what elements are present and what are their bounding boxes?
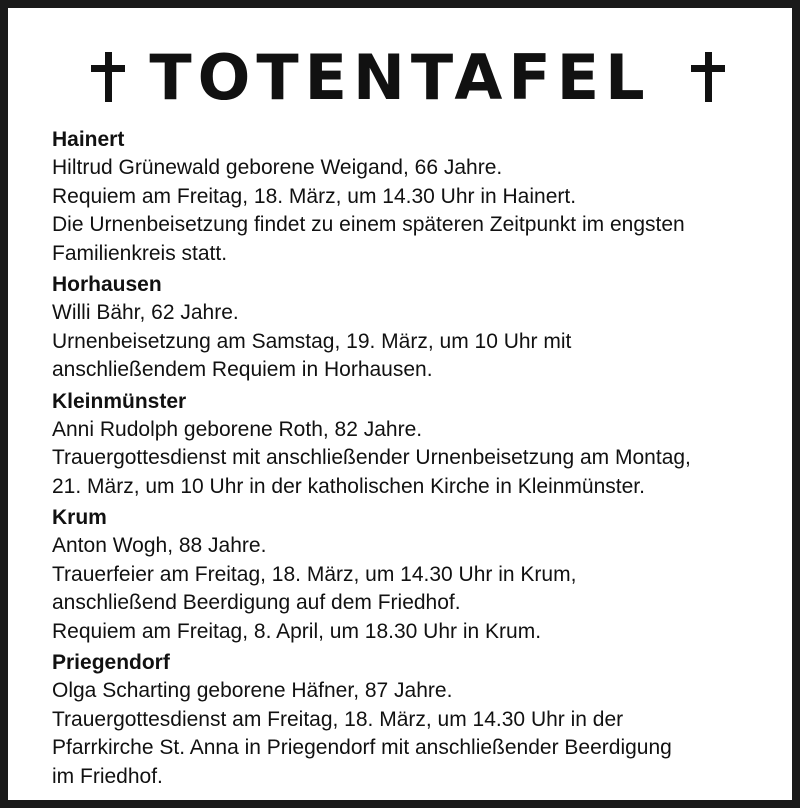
header bbox=[16, 42, 784, 118]
entry-line: Requiem am Freitag, 18. März, um 14.30 Uhr in Hainert. bbox=[52, 184, 577, 208]
place-heading: Priegendorf bbox=[52, 651, 170, 674]
obituary-entry bbox=[52, 126, 768, 268]
obituary-entry bbox=[52, 649, 768, 791]
place-heading: Krum bbox=[52, 506, 107, 529]
place-heading: Hainert bbox=[52, 128, 125, 151]
obituary-entry bbox=[52, 504, 768, 646]
entry-line: Anton Wogh, 88 Jahre. bbox=[52, 534, 267, 557]
page-title: TOTENTAFEL bbox=[149, 41, 651, 114]
entry-line: Die Urnenbeisetzung findet zu einem späteren Zeitpunkt im engsten bbox=[52, 213, 685, 236]
entry-line: Trauergottesdienst mit anschließender Urnenbeisetzung am Montag, bbox=[52, 446, 691, 469]
entry-line: Trauergottesdienst am Freitag, 18. März, um 14.30 Uhr in der bbox=[52, 707, 624, 731]
entry-line: Pfarrkirche St. Anna in Priegendorf mit anschließender Beerdigung bbox=[52, 736, 672, 759]
obituary-list bbox=[52, 126, 768, 794]
entry-line: Trauerfeier am Freitag, 18. März, um 14.30 Uhr in Krum, bbox=[52, 562, 577, 586]
entry-line: Urnenbeisetzung am Samstag, 19. März, um 10 Uhr mit bbox=[52, 329, 572, 353]
entry-line: anschließendem Requiem in Horhausen. bbox=[52, 358, 433, 381]
entry-line: im Friedhof. bbox=[52, 764, 163, 788]
entry-line: Anni Rudolph geborene Roth, 82 Jahre. bbox=[52, 417, 423, 441]
obituary-entry bbox=[52, 271, 768, 385]
cross-icon bbox=[688, 52, 728, 102]
entry-line: Requiem am Freitag, 8. April, um 18.30 Uhr in Krum. bbox=[52, 619, 542, 643]
entry-line: Willi Bähr, 62 Jahre. bbox=[52, 301, 239, 324]
place-heading: Kleinmünster bbox=[52, 389, 187, 413]
obituary-entry bbox=[52, 388, 768, 502]
entry-line: Familienkreis statt. bbox=[52, 241, 228, 265]
entry-line: Hiltrud Grünewald geborene Weigand, 66 Jahre. bbox=[52, 156, 503, 179]
place-heading: Horhausen bbox=[52, 273, 162, 296]
entry-line: 21. März, um 10 Uhr in der katholischen Kirche in Kleinmünster. bbox=[52, 474, 645, 498]
entry-line: Olga Scharting geborene Häfner, 87 Jahre. bbox=[52, 679, 453, 702]
entry-line: anschließend Beerdigung auf dem Friedhof. bbox=[52, 591, 461, 614]
